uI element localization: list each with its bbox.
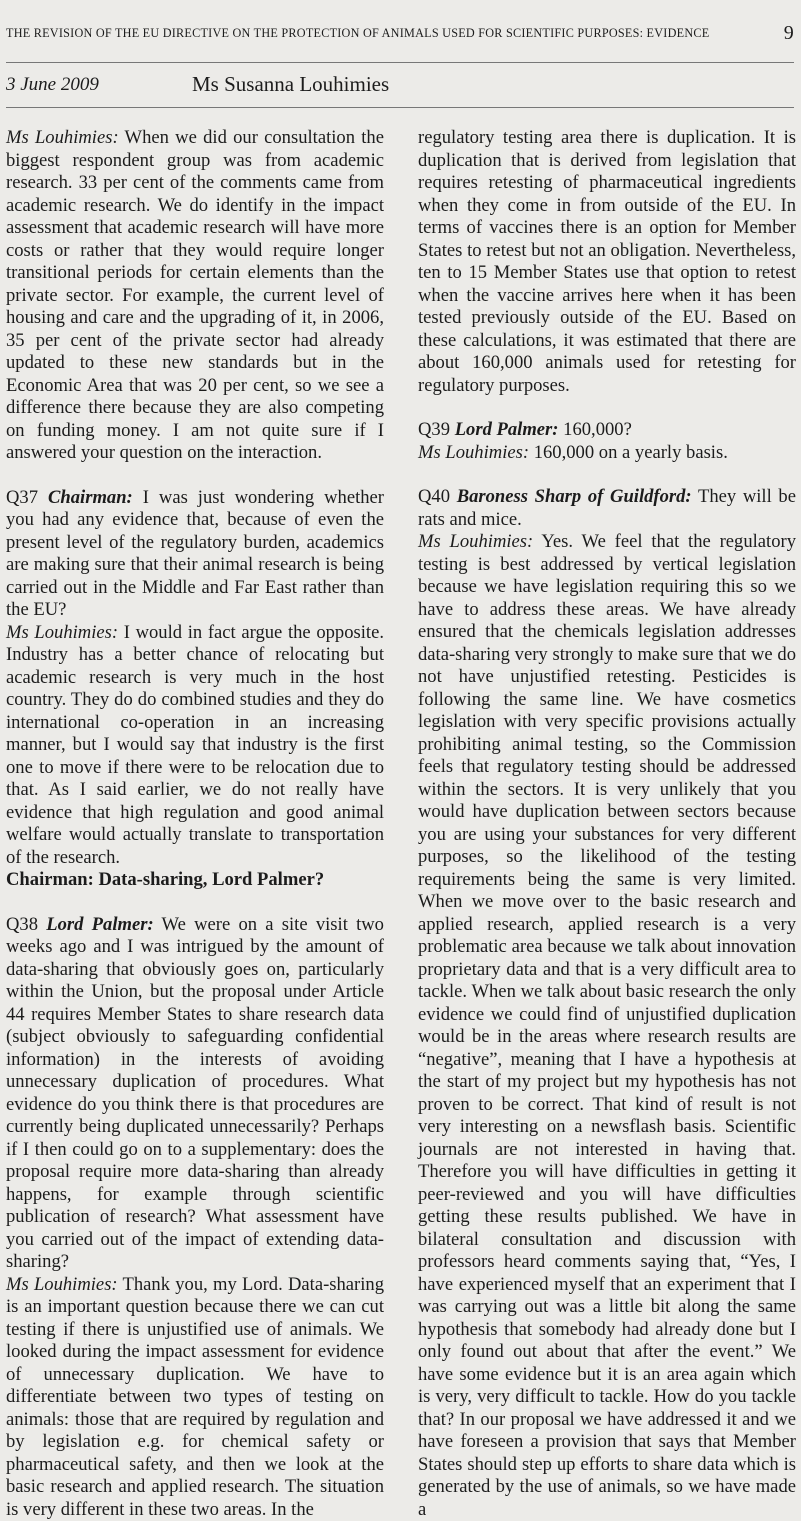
paragraph-text: I was just wondering whether you had any evidence that, because of even the present level of the regulatory burden, academics are making sure that their animal research is being carried out in the Middle and Far East rather than the EU? [6,487,384,621]
right-column [418,127,796,1521]
paragraph [418,531,796,1521]
paragraph-text: I would in fact argue the opposite. Industry has a better chance of relocating but academic research is very much in the host country. They do do combined studies and they do international co-operation in an increasing manner, but I would say that industry is the first one to move if there were to be relocation due to that. As I said earlier, we do not really have evidence that high regulation and good animal welfare would actually translate to transportation of the research. [6,622,384,868]
top-rule [6,62,794,63]
question-paragraph [6,914,384,1274]
speaker: Lord Palmer: [455,419,559,440]
question-number: Q37 [6,487,38,508]
speaker: Ms Louhimies: [418,442,529,463]
question-paragraph [418,419,796,442]
question-number: Q38 [6,914,38,935]
question-number: Q40 [418,486,450,507]
paragraph [6,1274,384,1521]
chairman-line: Chairman: Data-sharing, Lord Palmer? [6,869,384,892]
question-paragraph [418,486,796,531]
paragraph [6,127,384,465]
speaker: Ms Louhimies: [6,127,119,148]
speaker: Baroness Sharp of Guildford: [457,486,692,507]
speaker: Chairman: [48,487,133,508]
question-number: Q39 [418,419,450,440]
paragraph-text: Thank you, my Lord. Data-sharing is an important question because there we can cut testing if there is unjustified use of animals. We looked during the impact assessment for evidence of unnecessary duplication. We have to differentiate between two types of testing on animals: those that are required by regulation and by legislation e.g. for chemical safety or pharmaceutical safety, and then we look at the basic research and applied research. The situation is very different in these two areas. In the [6,1274,384,1520]
hearing-date: 3 June 2009 [6,74,99,96]
paragraph-text: regulatory testing area there is duplication. It is duplication that is derived from legislation that requires retesting of pharmaceutical ingredients when they come in from outside of the EU. In terms of vaccines there is an option for Member States to retest but not an obligation. Nevertheless, ten to 15 Member States use that option to retest when the vaccine arrives here when it has been tested previously outside of the EU. Based on these calculations, it was estimated that there are about 160,000 animals used for retesting for regulatory purposes. [418,127,796,396]
left-column [6,127,384,1521]
paragraph-text: When we did our consultation the biggest respondent group was from academic research. 33 per cent of the comments came from academic research. We do identify in the impact assessment that academic research will have more costs or rather that they would require longer transitional periods for certain elements than the private sector. For example, the current level of housing and care and the upgrading of it, in 2006, 35 per cent of the private sector had already updated to these new standards but in the Economic Area that was 20 per cent, so we see a difference there because they are also competing on funding money. I am not quite sure if I answered your question on the interaction. [6,127,384,463]
paragraph [418,442,796,465]
witness-name: Ms Susanna Louhimies [192,72,389,97]
paragraph [418,127,796,397]
page-number: 9 [784,22,794,45]
paragraph-text: 160,000? [559,419,632,440]
speaker: Lord Palmer: [46,914,153,935]
question-paragraph [6,487,384,622]
paragraph [6,622,384,870]
paragraph-text: 160,000 on a yearly basis. [529,442,728,463]
paragraph-text: They will be rats and mice. [418,486,796,530]
speaker: Ms Louhimies: [418,531,533,552]
running-title: THE REVISION OF THE EU DIRECTIVE ON THE PROTECTION OF ANIMALS USED FOR SCIENTIFIC PURPOSES: EVIDENCE [6,26,709,41]
paragraph-text: We were on a site visit two weeks ago and I was intrigued by the amount of data-sharing that obviously goes on, particularly within the Union, but the proposal under Article 44 requires Member States to share research data (subject obviously to safeguarding confidential information) in the interests of avoiding unnecessary duplication of procedures. What evidence do you think there is that procedures are currently being duplicated unnecessarily? Perhaps if I then could go on to a supplementary: does the proposal require more data-sharing than already happens, for example through scientific publication of research? What assessment have you carried out of the impact of extending data-sharing? [6,914,384,1273]
paragraph-text: Yes. We feel that the regulatory testing is best addressed by vertical legislation because we have legislation requiring this so we have to address these areas. We have already ensured that the chemicals legislation addresses data-sharing very strongly to make sure that we do not have unjustified retesting. Pesticides is following the same line. We have cosmetics legislation with very specific provisions actually prohibiting animal testing, so the Commission feels that regulatory testing should be addressed within the sectors. It is very unlikely that you would have duplication between sectors because you are using your substances for very different purposes, so the likelihood of the testing requirements being the same is very limited. When we move over to the basic research and applied research, applied research is a very problematic area because we talk about innovation proprietary data and that is a very difficult area to tackle. When we talk about basic research the only evidence we could find of unjustified duplication would be in the areas where research results are “negative”, meaning that I have a hypothesis at the start of my project but my hypothesis has not proven to be correct. That kind of result is not very interesting on a newsflash basis. Scientific journals are not interested in having that. Therefore you will have difficulties in getting it peer-reviewed and you will have difficulties getting these results published. We have in bilateral consultation and discussion with professors heard comments saying that, “Yes, I have experienced myself that an experiment that I was carrying out was a little bit along the same hypothesis that somebody had already done but I only found out about that after the event.” We have some evidence but it is an area again which is very, very difficult to tackle. How do you tackle that? In our proposal we have addressed it and we have foreseen a provision that says that Member States should step up efforts to share data which is generated by the use of animals, so we have made a [418,531,796,1520]
speaker: Ms Louhimies: [6,1274,118,1295]
speaker: Ms Louhimies: [6,622,118,643]
header-rule [6,107,794,108]
